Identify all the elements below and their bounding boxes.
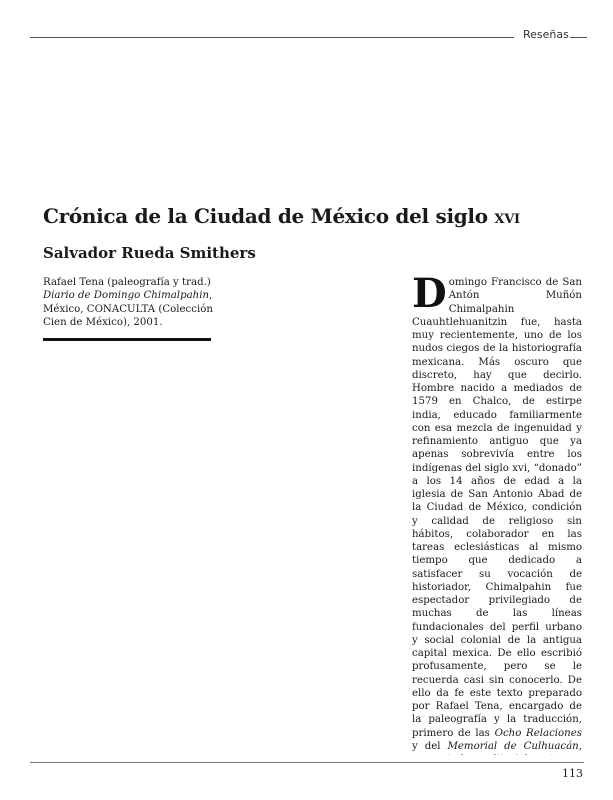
header-rule-tail xyxy=(570,37,587,38)
section-label: Reseñas xyxy=(523,28,569,41)
text-column-1 xyxy=(43,276,213,354)
article-title xyxy=(43,204,520,228)
header-rule xyxy=(30,37,514,38)
book-reference xyxy=(43,276,213,329)
paragraph-1-italic-1: Ocho Relaciones xyxy=(494,727,582,739)
title-century: xvi xyxy=(494,207,520,228)
paragraph-1-mid-2: , xyxy=(578,740,582,752)
reference-editor: Rafael Tena (paleografía y trad.) xyxy=(43,277,211,288)
page-number: 113 xyxy=(562,767,583,780)
paragraph-1 xyxy=(412,276,582,755)
paragraph-1-text: omingo Francisco de San Antón Muñón Chimalpahin Cuauhtlehuanitzin fue, hasta muy recientemente, uno de los nudos ciegos de la historiografía mexicana. Más oscuro que discreto, hay que decirlo. Hombre nacido a mediados de 1579 en Chalco, de estirpe india, educado familiarmente con esa mezcla de ingenuidad y refinamiento antiguo que ya apenas sobrevivía entre los indígenas del siglo xvi, “donado” a los 14 años de edad a la iglesia de San Antonio Abad de la Ciudad de México, condición y calidad de religioso sin hábitos, colaborador en las tareas eclesiásticas al mismo tiempo que dedicado a satisfacer su vocación de historiador, Chimalpahin fue espectador privilegiado de muchas de las líneas fundacionales del perfil urbano y social colonial de la antigua capital mexica. De ello escribió profusamente, pero se le recuerda casi sin conocerlo. De ello da fe este texto preparado por Rafael Tena, encargado de la paleografía y la traducción, primero de las xyxy=(412,277,582,739)
reference-book-title: Diario de Domingo Chimalpahin xyxy=(43,290,210,302)
text-column-3 xyxy=(412,276,582,755)
article-author: Salvador Rueda Smithers xyxy=(43,244,256,262)
title-main: Crónica de la Ciudad de México del siglo xyxy=(43,204,495,228)
reference-publisher: , México, CONACULTA (Colección Cien de México), 2001. xyxy=(43,290,213,328)
drop-cap: D xyxy=(412,276,447,317)
footer-rule xyxy=(30,762,584,763)
reference-rule xyxy=(43,338,211,341)
paragraph-1-mid-1: y del xyxy=(412,740,448,752)
paragraph-1-italic-2: Memorial de Culhuacán xyxy=(447,740,579,752)
